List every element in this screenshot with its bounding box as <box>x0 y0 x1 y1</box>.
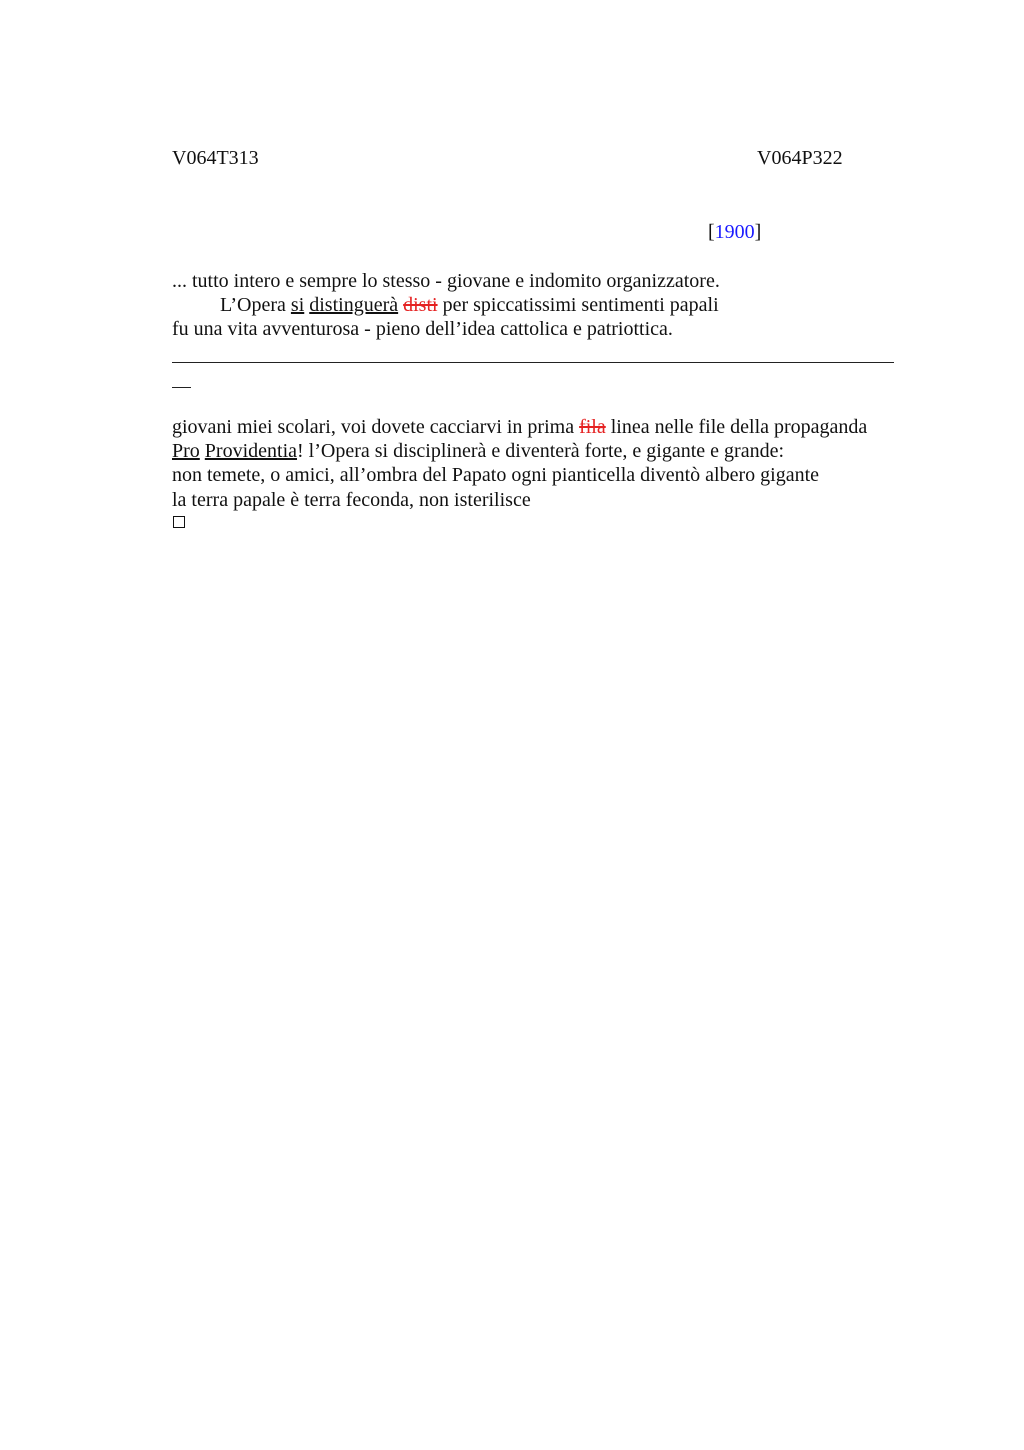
passage2-line4: la terra papale è terra feconda, non isterilisce <box>172 489 531 511</box>
deleted-word-fila: fila <box>579 416 606 438</box>
passage1-line2-rest: per spiccatissimi sentimenti papali <box>442 294 719 316</box>
passage2-line2 <box>172 439 784 463</box>
document-code-right: V064P322 <box>757 147 843 169</box>
word-opera: L’Opera <box>220 294 286 316</box>
date-open-bracket: [ <box>708 221 715 243</box>
underlined-word-si: si <box>290 294 305 316</box>
date-close-bracket: ] <box>754 221 762 243</box>
passage1-line1: ... tutto intero e sempre lo stesso - giovane e indomito organizzatore. <box>172 270 720 292</box>
separator-rule <box>172 362 894 363</box>
separator-rule-tail <box>172 387 191 388</box>
document-code-left: V064T313 <box>172 147 259 169</box>
underlined-word-distinguera: distinguerà <box>309 294 399 316</box>
empty-square-icon <box>173 516 185 528</box>
deleted-word-disti: disti <box>403 294 438 316</box>
passage2-line1-after: linea nelle file della propaganda <box>610 416 868 438</box>
passage2-line1-before: giovani miei scolari, voi dovete cacciarvi in prima <box>172 416 575 438</box>
passage1-line3: fu una vita avventurosa - pieno dell’idea cattolica e patriottica. <box>172 318 673 340</box>
underlined-word-pro: Pro <box>172 440 200 462</box>
underlined-word-providentia: Providentia <box>204 440 298 462</box>
passage2-line2-rest: ! l’Opera si disciplinerà e diventerà forte, e gigante e grande: <box>297 440 785 462</box>
passage2-line3: non temete, o amici, all’ombra del Papato ogni pianticella diventò albero gigante <box>172 464 820 486</box>
date-reference <box>708 220 761 244</box>
passage2-line1 <box>172 415 867 439</box>
passage1-line2 <box>220 293 719 317</box>
date-year: 1900 <box>714 221 755 243</box>
